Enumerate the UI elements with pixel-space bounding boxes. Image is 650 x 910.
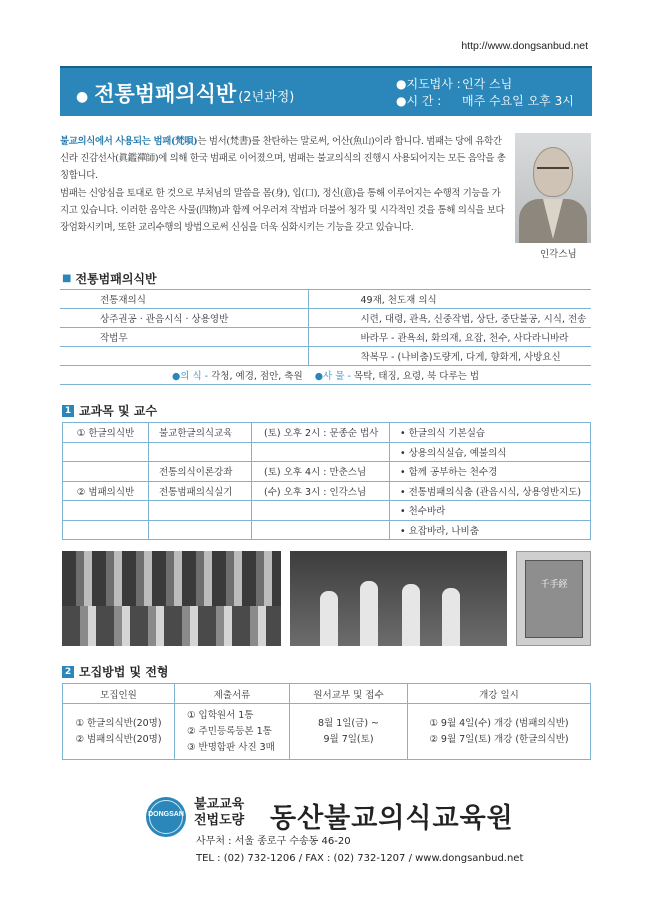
section-title-text: 전통범패의식반 [75, 272, 157, 286]
course-banner [60, 66, 592, 116]
table-row [63, 501, 591, 521]
table-cell [149, 442, 252, 462]
dancer-figure [320, 591, 338, 646]
table-row [63, 520, 591, 540]
table-row [60, 328, 591, 347]
table-cell [63, 501, 149, 521]
table-cell: • 함께 공부하는 천수경 [390, 462, 591, 482]
table-cell: • 한글의식 기본실습 [390, 423, 591, 443]
table-cell [149, 501, 252, 521]
program-table [60, 289, 591, 385]
course-duration: (2년과정) [238, 90, 295, 105]
table-cell: 전통재의식 [60, 290, 308, 309]
table-cell: • 전통범패의식춤 (관음시식, 상용영반지도) [390, 481, 591, 501]
photo-floor [62, 606, 281, 646]
note-value-1: 각청, 예경, 점안, 축원 [211, 371, 303, 382]
table-row [63, 442, 591, 462]
instructor-value: 인각 스님 [462, 77, 513, 91]
ceremony-photo [290, 551, 507, 646]
portrait-photo [515, 133, 591, 243]
table-cell: (토) 오후 2시 : 문종순 법사 [252, 423, 390, 443]
table-cell: 49재, 천도재 의식 [308, 290, 591, 309]
note-label-2: ●사 물 - [314, 371, 351, 382]
table-cell [63, 462, 149, 482]
table-cell [175, 704, 290, 760]
class-photo [62, 551, 281, 646]
table-note-cell [60, 366, 591, 385]
org-tagline-1: 불교교육 [194, 797, 245, 812]
cell-line: ② 주민등록등본 1통 [187, 725, 272, 737]
intro-paragraph-2: 범패는 신앙심을 토대로 한 것으로 부처님의 말씀을 몸(身), 입(口), 정신(意)을 통해 이루어지는 수행적 기능을 가지고 있습니다. 이러한 음악은 사물(四物)과 함께 어우러져 작법과 더불어 청각 및 시각적인 것을 통해 의식을 보다 장엄화시키며, 또한 교리수행의 방법으로써 신심을 더욱 심화시키는 기능을 갖고 있습니다. [60, 188, 505, 233]
dancer-figure [360, 581, 378, 646]
time-label: ●시 간 : [396, 94, 442, 108]
table-row [63, 423, 591, 443]
column-header: 개강 일시 [408, 684, 591, 704]
table-cell: 착복무 - (나비춤)도량게, 다게, 향화게, 사방요신 [308, 347, 591, 366]
course-title: 전통범패의식반 [94, 82, 237, 106]
column-header: 모집인원 [63, 684, 175, 704]
table-cell: 불교한글의식교육 [149, 423, 252, 443]
table-cell [60, 347, 308, 366]
table-cell: 상주권공 · 관음시식 · 상용영반 [60, 309, 308, 328]
intro-p1-rest: 는 범서(梵書)를 찬탄하는 말로써, 어산(魚山)이라 합니다. 범패는 당에 유학간 신라 진감선사(眞鑑禪師)에 의해 한국 범패로 이어졌으며, 범패는 불교의식의 진행시 사용되어지는 모든 음악을 총칭합니다. [60, 136, 506, 181]
table-cell [290, 704, 408, 760]
table-row [63, 462, 591, 482]
table-row [63, 704, 591, 760]
table-cell [63, 704, 175, 760]
section-title-text: 모집방법 및 전형 [79, 665, 169, 679]
table-row [60, 290, 591, 309]
dancer-figure [442, 588, 460, 646]
table-cell: 전통의식이론강좌 [149, 462, 252, 482]
instructor-label: ●지도법사 : [396, 77, 461, 91]
table-cell [63, 520, 149, 540]
intro-highlight: 불교의식에서 사용되는 범패(梵唄) [60, 136, 198, 147]
cell-line: 8월 1일(금) ~ [317, 717, 380, 729]
time-value: 매주 수요일 오후 3시 [462, 94, 574, 108]
table-cell: 바라무 - 관욕쇠, 화의재, 요잡, 천수, 사다라니바라 [308, 328, 591, 347]
section-title-admission [62, 663, 169, 680]
table-cell: 전통범패의식실기 [149, 481, 252, 501]
section-number-badge: 2 [62, 666, 74, 678]
table-cell: • 요잡바라, 나비춤 [390, 520, 591, 540]
book-title: 千手經 [540, 580, 568, 590]
table-row [60, 309, 591, 328]
table-cell: 시련, 대령, 관욕, 신중작법, 상단, 중단불공, 시식, 전송 [308, 309, 591, 328]
table-cell [63, 442, 149, 462]
curriculum-table [62, 422, 591, 540]
table-cell: ① 한글의식반 [63, 423, 149, 443]
table-row [60, 347, 591, 366]
cell-line: ② 9월 7일(토) 개강 (한글의식반) [429, 733, 569, 745]
table-cell: • 상용의식실습, 예불의식 [390, 442, 591, 462]
admission-table [62, 683, 591, 760]
table-cell [252, 501, 390, 521]
cell-line: 9월 7일(토) [323, 733, 374, 745]
table-cell: (수) 오후 3시 : 인각스님 [252, 481, 390, 501]
table-cell: • 천수바라 [390, 501, 591, 521]
org-name: 동산불교의식교육원 [270, 803, 514, 834]
logo-text: DONGSAN [148, 811, 184, 818]
section-title-text: 교과목 및 교수 [79, 404, 157, 418]
table-header-row [63, 684, 591, 704]
portrait-caption: 인각스님 [540, 249, 577, 260]
portrait-glasses [537, 167, 569, 175]
dancer-figure [402, 584, 420, 646]
cell-line: ② 범패의식반(20명) [75, 733, 162, 745]
contact-info [196, 833, 523, 867]
cell-line: ③ 반명함판 사진 3매 [187, 741, 275, 753]
table-cell [408, 704, 591, 760]
table-note-row [60, 366, 591, 385]
bullet-icon: ● [76, 89, 89, 105]
table-cell: (토) 오후 4시 : 만춘스님 [252, 462, 390, 482]
table-cell [149, 520, 252, 540]
phone-fax-web: TEL : (02) 732-1206 / FAX : (02) 732-1207 / www.dongsanbud.net [196, 853, 524, 864]
website-url: http://www.dongsanbud.net [461, 40, 588, 52]
table-row [63, 481, 591, 501]
book-photo [516, 551, 591, 646]
intro-paragraph-1 [60, 133, 506, 184]
banner-info [396, 76, 574, 110]
address: 사무처 : 서울 종로구 수송동 46-20 [196, 836, 351, 847]
table-cell [252, 442, 390, 462]
table-cell: ② 범패의식반 [63, 481, 149, 501]
table-cell: 작법무 [60, 328, 308, 347]
section-title-curriculum [62, 402, 157, 419]
cell-line: ① 입학원서 1통 [187, 709, 254, 721]
table-cell [252, 520, 390, 540]
square-bullet-icon: ■ [62, 273, 72, 284]
column-header: 제출서류 [175, 684, 290, 704]
cell-line: ① 9월 4일(수) 개강 (범패의식반) [429, 717, 569, 729]
note-label-1: ●의 식 - [171, 371, 209, 382]
book-cover [525, 560, 583, 638]
org-tagline [194, 797, 244, 829]
cell-line: ① 한글의식반(20명) [75, 717, 162, 729]
intro-text [60, 133, 506, 237]
banner-title [76, 78, 294, 108]
column-header: 원서교부 및 접수 [290, 684, 408, 704]
section-number-badge: 1 [62, 405, 74, 417]
section-title-program [62, 270, 157, 287]
dongsan-logo [146, 797, 186, 837]
note-value-2: 목탁, 태징, 요령, 북 다루는 법 [353, 371, 480, 382]
org-tagline-2: 전법도량 [194, 813, 245, 828]
